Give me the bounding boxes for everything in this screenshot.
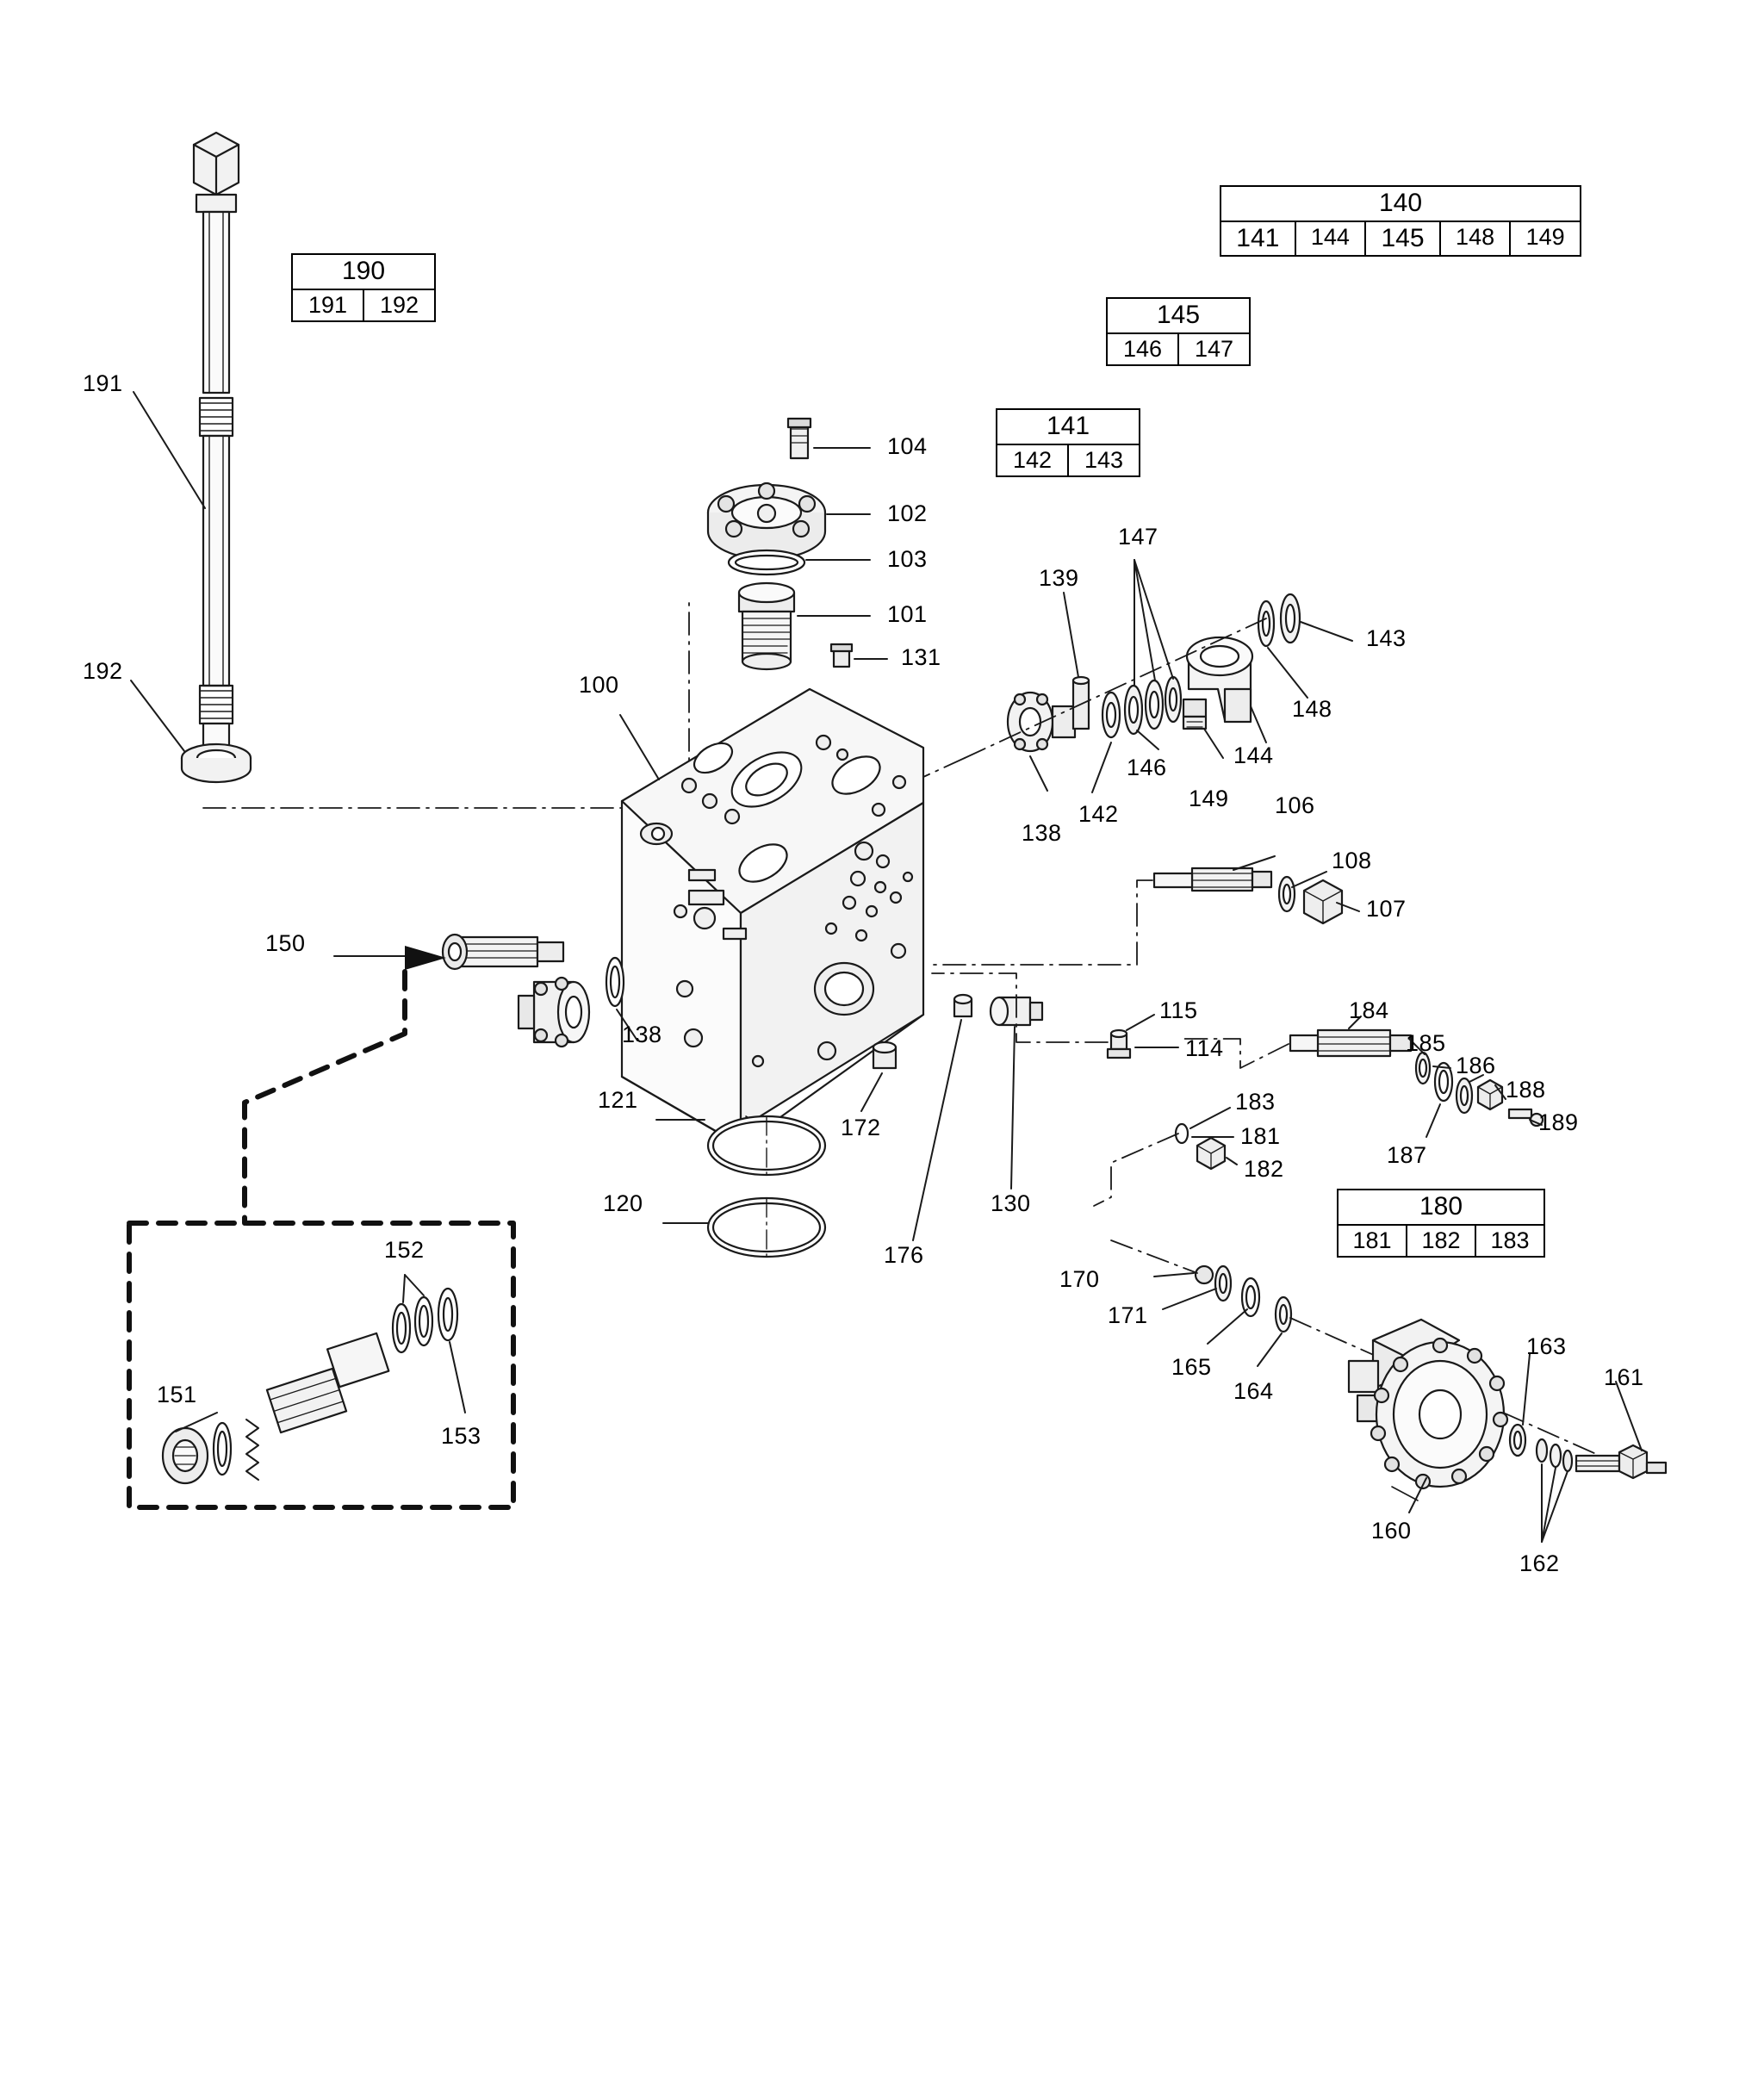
legend-140-cell-145[interactable]: 145 [1366, 222, 1441, 256]
legend-141-header: 141 [997, 410, 1139, 445]
part-176-plug [954, 995, 972, 1016]
legend-190-cell-192[interactable]: 192 [379, 291, 419, 318]
callout-102[interactable]: 102 [887, 500, 928, 526]
callout-170[interactable]: 170 [1059, 1266, 1100, 1292]
part-120-oring [708, 1198, 825, 1257]
legend-180-cell-183[interactable]: 183 [1490, 1227, 1530, 1253]
part-180-group [1176, 1124, 1225, 1169]
callout-114[interactable]: 114 [1185, 1035, 1224, 1061]
legend-145-cell-146[interactable]: 146 [1108, 334, 1179, 364]
legend-190-cell-191[interactable]: 191 [293, 290, 364, 320]
callout-184[interactable]: 184 [1349, 997, 1389, 1023]
legend-180-cell-182[interactable]: 182 [1407, 1226, 1476, 1256]
callout-130[interactable]: 130 [991, 1190, 1031, 1216]
callout-151[interactable]: 151 [157, 1382, 197, 1407]
part-101-cartridge [739, 583, 794, 669]
callout-171[interactable]: 171 [1108, 1302, 1148, 1328]
legend-141 [996, 408, 1140, 477]
callout-186[interactable]: 186 [1456, 1053, 1496, 1078]
callout-183[interactable]: 183 [1235, 1089, 1276, 1115]
part-oring-138 [606, 958, 624, 1006]
part-107-nut [1304, 880, 1342, 923]
part-114-115-plug [1108, 1030, 1130, 1058]
legend-141-cell-143[interactable]: 143 [1084, 446, 1124, 473]
legend-140-cell-141[interactable]: 141 [1221, 222, 1296, 256]
callout-181[interactable]: 181 [1240, 1123, 1281, 1149]
callout-163[interactable]: 163 [1526, 1333, 1567, 1359]
callout-108[interactable]: 108 [1332, 848, 1372, 873]
callout-131[interactable]: 131 [901, 644, 941, 670]
part-102-cover [708, 483, 825, 559]
callout-188[interactable]: 188 [1506, 1077, 1546, 1103]
callout-143[interactable]: 143 [1366, 625, 1407, 651]
callout-176[interactable]: 176 [884, 1242, 924, 1268]
callout-115[interactable]: 115 [1159, 997, 1198, 1023]
callout-189[interactable]: 189 [1538, 1109, 1579, 1135]
part-184-cartridge [1290, 1030, 1411, 1056]
callout-138-top[interactable]: 138 [1022, 820, 1062, 846]
callout-106[interactable]: 106 [1275, 792, 1315, 818]
callout-191[interactable]: 191 [83, 370, 123, 396]
callout-152[interactable]: 152 [384, 1237, 425, 1263]
part-106-cartridge [1154, 868, 1271, 891]
callout-120[interactable]: 120 [603, 1190, 643, 1216]
legend-180 [1337, 1189, 1545, 1258]
legend-180-cell-181[interactable]: 181 [1339, 1226, 1407, 1256]
part-160-pump [1349, 1320, 1507, 1500]
callout-161[interactable]: 161 [1604, 1364, 1644, 1390]
callout-146[interactable]: 146 [1127, 755, 1167, 780]
legend-190-header: 190 [293, 255, 434, 290]
callout-144[interactable]: 144 [1233, 742, 1274, 768]
callout-107[interactable]: 107 [1366, 896, 1407, 922]
callout-150[interactable]: 150 [265, 930, 306, 956]
part-100-valve-block [622, 689, 923, 1146]
callout-162[interactable]: 162 [1519, 1550, 1560, 1576]
callout-103[interactable]: 103 [887, 546, 928, 572]
part-138-flange-left [519, 978, 589, 1047]
part-192-washer [182, 744, 251, 782]
part-104-plug [788, 419, 811, 458]
callout-153[interactable]: 153 [441, 1423, 481, 1449]
callout-164[interactable]: 164 [1233, 1378, 1274, 1404]
legend-140-cell-144[interactable]: 144 [1296, 222, 1367, 256]
legend-141-cell-142[interactable]: 142 [997, 445, 1069, 475]
callout-192[interactable]: 192 [83, 658, 123, 684]
legend-140-cell-148[interactable]: 148 [1441, 222, 1512, 256]
callout-104[interactable]: 104 [887, 433, 928, 459]
callout-148[interactable]: 148 [1292, 696, 1332, 722]
callout-187[interactable]: 187 [1387, 1142, 1427, 1168]
part-131-plug [831, 644, 852, 667]
callout-147[interactable]: 147 [1118, 524, 1158, 550]
part-163-162-161 [1510, 1425, 1666, 1478]
part-121-oring [708, 1116, 825, 1175]
callout-185[interactable]: 185 [1406, 1030, 1446, 1056]
part-ring-stack-140 [1102, 677, 1181, 737]
legend-180-header: 180 [1339, 1190, 1544, 1226]
part-108-ring [1279, 877, 1295, 911]
callout-142[interactable]: 142 [1078, 801, 1119, 827]
callout-165[interactable]: 165 [1171, 1354, 1212, 1380]
callout-182[interactable]: 182 [1244, 1156, 1284, 1182]
legend-145-header: 145 [1108, 299, 1249, 334]
legend-140-cell-149[interactable]: 149 [1525, 223, 1565, 250]
part-149-fitting [1183, 699, 1206, 729]
inset-150-detail [129, 1223, 513, 1507]
callout-121[interactable]: 121 [598, 1087, 638, 1113]
legend-140-header: 140 [1221, 187, 1580, 222]
part-172-plug [873, 1042, 896, 1068]
part-150-cartridge [443, 935, 563, 969]
callout-138-left[interactable]: 138 [622, 1022, 662, 1047]
legend-145-cell-147[interactable]: 147 [1194, 335, 1234, 362]
callout-160[interactable]: 160 [1371, 1518, 1412, 1544]
part-148-143-rings [1258, 594, 1300, 646]
legend-140 [1220, 185, 1581, 257]
callout-139[interactable]: 139 [1039, 565, 1079, 591]
callout-100[interactable]: 100 [579, 672, 619, 698]
part-103-oring [729, 550, 804, 575]
callout-149[interactable]: 149 [1189, 786, 1229, 811]
part-139-pin [1073, 677, 1089, 729]
callout-101[interactable]: 101 [887, 601, 928, 627]
callout-172[interactable]: 172 [841, 1115, 881, 1140]
legend-190 [291, 253, 436, 322]
part-191-tie-rod [194, 133, 239, 746]
part-170-171-165-164 [1196, 1266, 1291, 1332]
legend-145 [1106, 297, 1251, 366]
